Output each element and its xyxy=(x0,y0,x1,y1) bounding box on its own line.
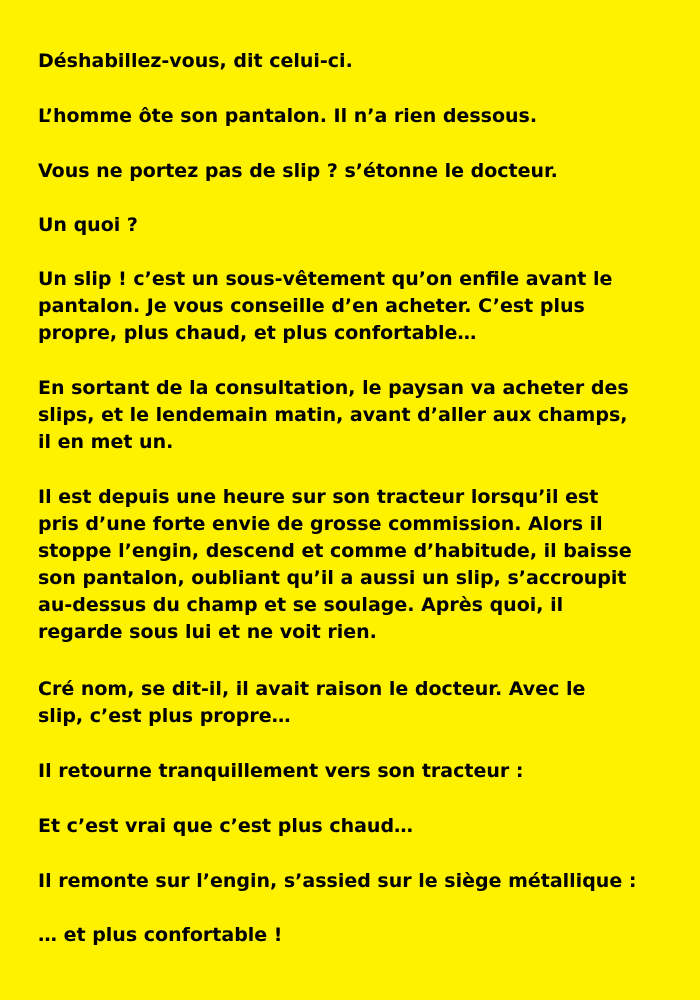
paragraph xyxy=(38,922,688,949)
paragraph xyxy=(38,868,688,895)
text-line: son pantalon, oubliant qu’il a aussi un slip, s’accroupit xyxy=(38,567,627,589)
text-line: Cré nom, se dit-il, il avait raison le docteur. Avec le xyxy=(38,678,586,700)
text-line: stoppe l’engin, descend et comme d’habitude, il baisse xyxy=(38,540,632,562)
paragraph xyxy=(38,266,688,347)
paragraph xyxy=(38,813,688,840)
paragraph xyxy=(38,375,688,456)
text-line: Un slip ! c’est un sous-vêtement qu’on enfile avant le xyxy=(38,268,613,290)
text-line: En sortant de la consultation, le paysan va acheter des xyxy=(38,377,629,399)
paragraph xyxy=(38,676,688,730)
text-line: regarde sous lui et ne voit rien. xyxy=(38,621,377,643)
text-line: slips, et le lendemain matin, avant d’aller aux champs, xyxy=(38,404,628,426)
text-line: Il retourne tranquillement vers son tracteur : xyxy=(38,760,524,782)
paragraph xyxy=(38,758,688,785)
text-line: Il est depuis une heure sur son tracteur lorsqu’il est xyxy=(38,486,599,508)
text-line: propre, plus chaud, et plus confortable… xyxy=(38,322,477,344)
paragraph xyxy=(38,48,688,75)
paragraph xyxy=(38,103,688,130)
text-line: slip, c’est plus propre… xyxy=(38,705,291,727)
text-line: au-dessus du champ et se soulage. Après quoi, il xyxy=(38,594,564,616)
paragraph xyxy=(38,212,688,239)
paragraph xyxy=(38,484,688,646)
text-line: Déshabillez-vous, dit celui-ci. xyxy=(38,50,353,72)
text-line: Vous ne portez pas de slip ? s’étonne le docteur. xyxy=(38,160,558,182)
text-line: il en met un. xyxy=(38,431,174,453)
text-line: pantalon. Je vous conseille d’en acheter. C’est plus xyxy=(38,295,585,317)
text-line: Un quoi ? xyxy=(38,214,138,236)
text-line: Et c’est vrai que c’est plus chaud… xyxy=(38,815,414,837)
text-line: Il remonte sur l’engin, s’assied sur le siège métallique : xyxy=(38,870,637,892)
paragraph xyxy=(38,158,688,185)
text-line: L’homme ôte son pantalon. Il n’a rien dessous. xyxy=(38,105,538,127)
text-line: pris d’une forte envie de grosse commission. Alors il xyxy=(38,513,603,535)
text-line: … et plus confortable ! xyxy=(38,924,283,946)
